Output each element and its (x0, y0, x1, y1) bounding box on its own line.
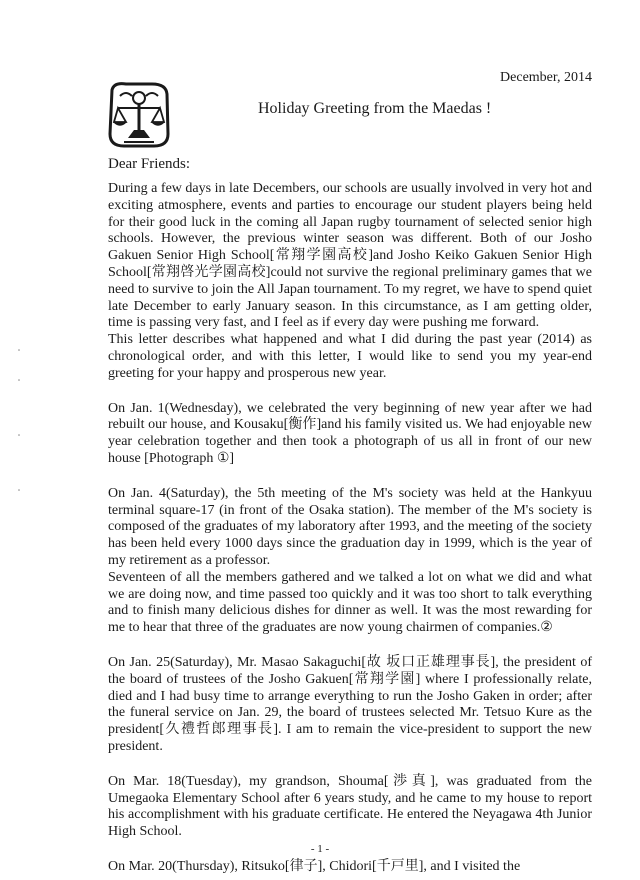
paragraph-jan-4: On Jan. 4(Saturday), the 5th meeting of the M's society was held at the Hankyuu terminal square-17 (in front of the Osaka station). The member of the M's society is composed of the graduates of my laboratory after 1993, and the meeting of the society has been held every 1000 days since the graduation day in 1999, which is the year of my retirement as a professor. (108, 485, 592, 568)
paragraph-mar-20: On Mar. 20(Thursday), Ritsuko[律子], Chidori[千戸里], and I visited the (108, 858, 521, 874)
letter-body (108, 181, 592, 876)
letter-title: Holiday Greeting from the Maedas ! (258, 100, 492, 117)
paragraph-jan-4-continued: Seventeen of all the members gathered and we talked a lot on what we did and what we are doing now, and time passed too quickly and it was too short to talk everything and to finish many delicious dishes for dinner as well. It was the most rewarding for me to hear that three of the graduates are now young chairmen of companies.② (108, 569, 592, 636)
paragraph-jan-25: On Jan. 25(Saturday), Mr. Masao Sakaguchi[故 坂口正雄理事長], the president of the board of trustees of the Josho Gakuen[常翔学園] where I professionally relate, died and I had busy time to arrange everything to run the Josho Gaken in order; after the funeral service on Jan. 29, the board of trustees selected Mr. Tetsuo Kure as the president[久禮哲郎理事長]. I am to remain the vice-president to support the new president. (108, 654, 592, 754)
salutation: Dear Friends: (108, 156, 191, 172)
margin-scan-marks (16, 340, 22, 540)
paragraph-purpose: This letter describes what happened and what I did during the past year (2014) as chronological order, and with this letter, I would like to send you my year-end greeting for your happy and prosperous new year. (108, 332, 592, 381)
page-number: - 1 - (310, 843, 330, 855)
paragraph-intro: During a few days in late Decembers, our schools are usually involved in very hot and exciting atmosphere, events and parties to encourage our student players being held for their good luck in the coming all Japan rugby tournament of selected senior high schools. However, the previous winter season was different. Both of our Josho Gakuen Senior High School[常翔学園高校]and Josho Keiko Gakuen Senior High School[常翔啓光学園高校]could not survive the regional preliminary games that we need to survive to join the All Japan tournament. To my regret, we have to spend quiet late December to early January season. In this circumstance, as I am getting older, time is passing very fast, and I feel as if every day were pushing me forward. (108, 181, 592, 331)
letter-date: December, 2014 (500, 70, 592, 85)
family-crest-logo (106, 80, 172, 150)
paragraph-mar-18: On Mar. 18(Tuesday), my grandson, Shouma[渉真], was graduated from the Umegaoka Elementary School after 6 years study, and he came to my house to report his accomplishment with his graduate certificate. He entered the Neyagawa 4th Junior High School. (108, 773, 592, 840)
paragraph-jan-1: On Jan. 1(Wednesday), we celebrated the very beginning of new year after we had rebuilt our house, and Kousaku[衡作]and his family visited us. We had enjoyable new year celebration together and then took a photograph of us all in front of our new house [Photograph ①] (108, 400, 592, 466)
